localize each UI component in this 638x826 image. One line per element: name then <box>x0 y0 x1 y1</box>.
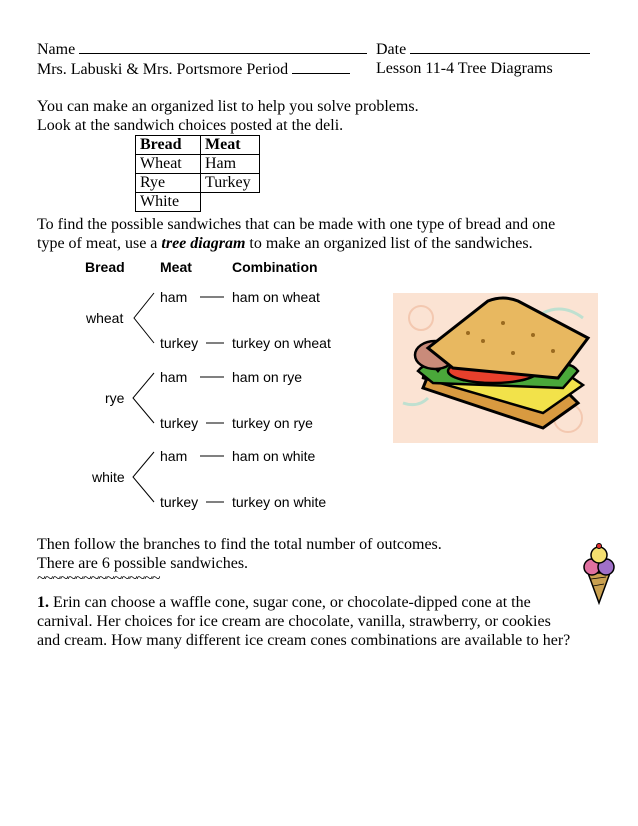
tree-combo: turkey on rye <box>232 415 313 431</box>
branch-white <box>133 452 154 502</box>
table-cell: Rye <box>136 174 201 193</box>
tree-combo: ham on wheat <box>232 289 320 305</box>
tree-meat-turkey: turkey <box>160 335 199 351</box>
intro-line-1: You can make an organized list to help you solve problems. <box>37 98 419 115</box>
conclusion-line-1: Then follow the branches to find the total number of outcomes. <box>37 536 442 553</box>
tree-meat-ham: ham <box>160 448 188 464</box>
sandwich-icon <box>393 293 598 443</box>
date-label: Date <box>376 41 407 58</box>
table-cell: Ham <box>201 155 260 174</box>
tree-combo: turkey on white <box>232 494 327 510</box>
problem-text: Erin can choose a waffle cone, sugar cone, or chocolate-dipped cone at the <box>49 594 531 611</box>
tree-header-combination: Combination <box>232 259 318 275</box>
teachers-label: Mrs. Labuski & Mrs. Portsmore Period <box>37 61 289 78</box>
tree-intro-text: type of meat, use a <box>37 235 162 252</box>
tree-combo: ham on rye <box>232 369 303 385</box>
tree-combo: ham on white <box>232 448 316 464</box>
tree-bread-wheat: wheat <box>86 310 124 326</box>
tree-header-bread: Bread <box>85 259 125 275</box>
tree-meat-turkey: turkey <box>160 494 199 510</box>
table-cell: Turkey <box>201 174 260 193</box>
table-cell: Wheat <box>136 155 201 174</box>
branch-rye <box>133 373 154 423</box>
tree-bread-white: white <box>92 469 125 485</box>
problem-1-line-1 <box>37 593 531 612</box>
branch-wheat <box>134 293 154 343</box>
lesson-title: Lesson 11-4 Tree Diagrams <box>376 60 553 77</box>
tree-meat-ham: ham <box>160 289 188 305</box>
tree-header-meat: Meat <box>160 259 192 275</box>
tree-bread-rye: rye <box>105 390 125 406</box>
tree-meat-turkey: turkey <box>160 415 199 431</box>
name-label: Name <box>37 41 76 58</box>
intro-line-2: Look at the sandwich choices posted at the deli. <box>37 117 344 134</box>
problem-1-line-2: carnival. Her choices for ice cream are chocolate, vanilla, strawberry, or cookies <box>37 613 551 630</box>
tree-combo: turkey on wheat <box>232 335 331 351</box>
problem-number: 1. <box>37 594 49 611</box>
tree-intro-text-end: to make an organized list of the sandwiches. <box>245 235 533 252</box>
conclusion-line-2: There are 6 possible sandwiches. <box>37 555 249 572</box>
tree-intro-line-1: To find the possible sandwiches that can be made with one type of bread and one <box>37 216 556 233</box>
table-header-bread: Bread <box>136 136 201 155</box>
tree-diagram-term: tree diagram <box>161 235 246 252</box>
section-divider: ~~~~~~~~~~~~~~~~ <box>37 570 160 587</box>
table-header-meat: Meat <box>201 136 260 155</box>
table-cell: White <box>136 193 201 212</box>
problem-1-line-3: and cream. How many different ice cream cones combinations are available to her? <box>37 632 571 649</box>
tree-meat-ham: ham <box>160 369 188 385</box>
ice-cream-cone-icon <box>580 543 618 605</box>
